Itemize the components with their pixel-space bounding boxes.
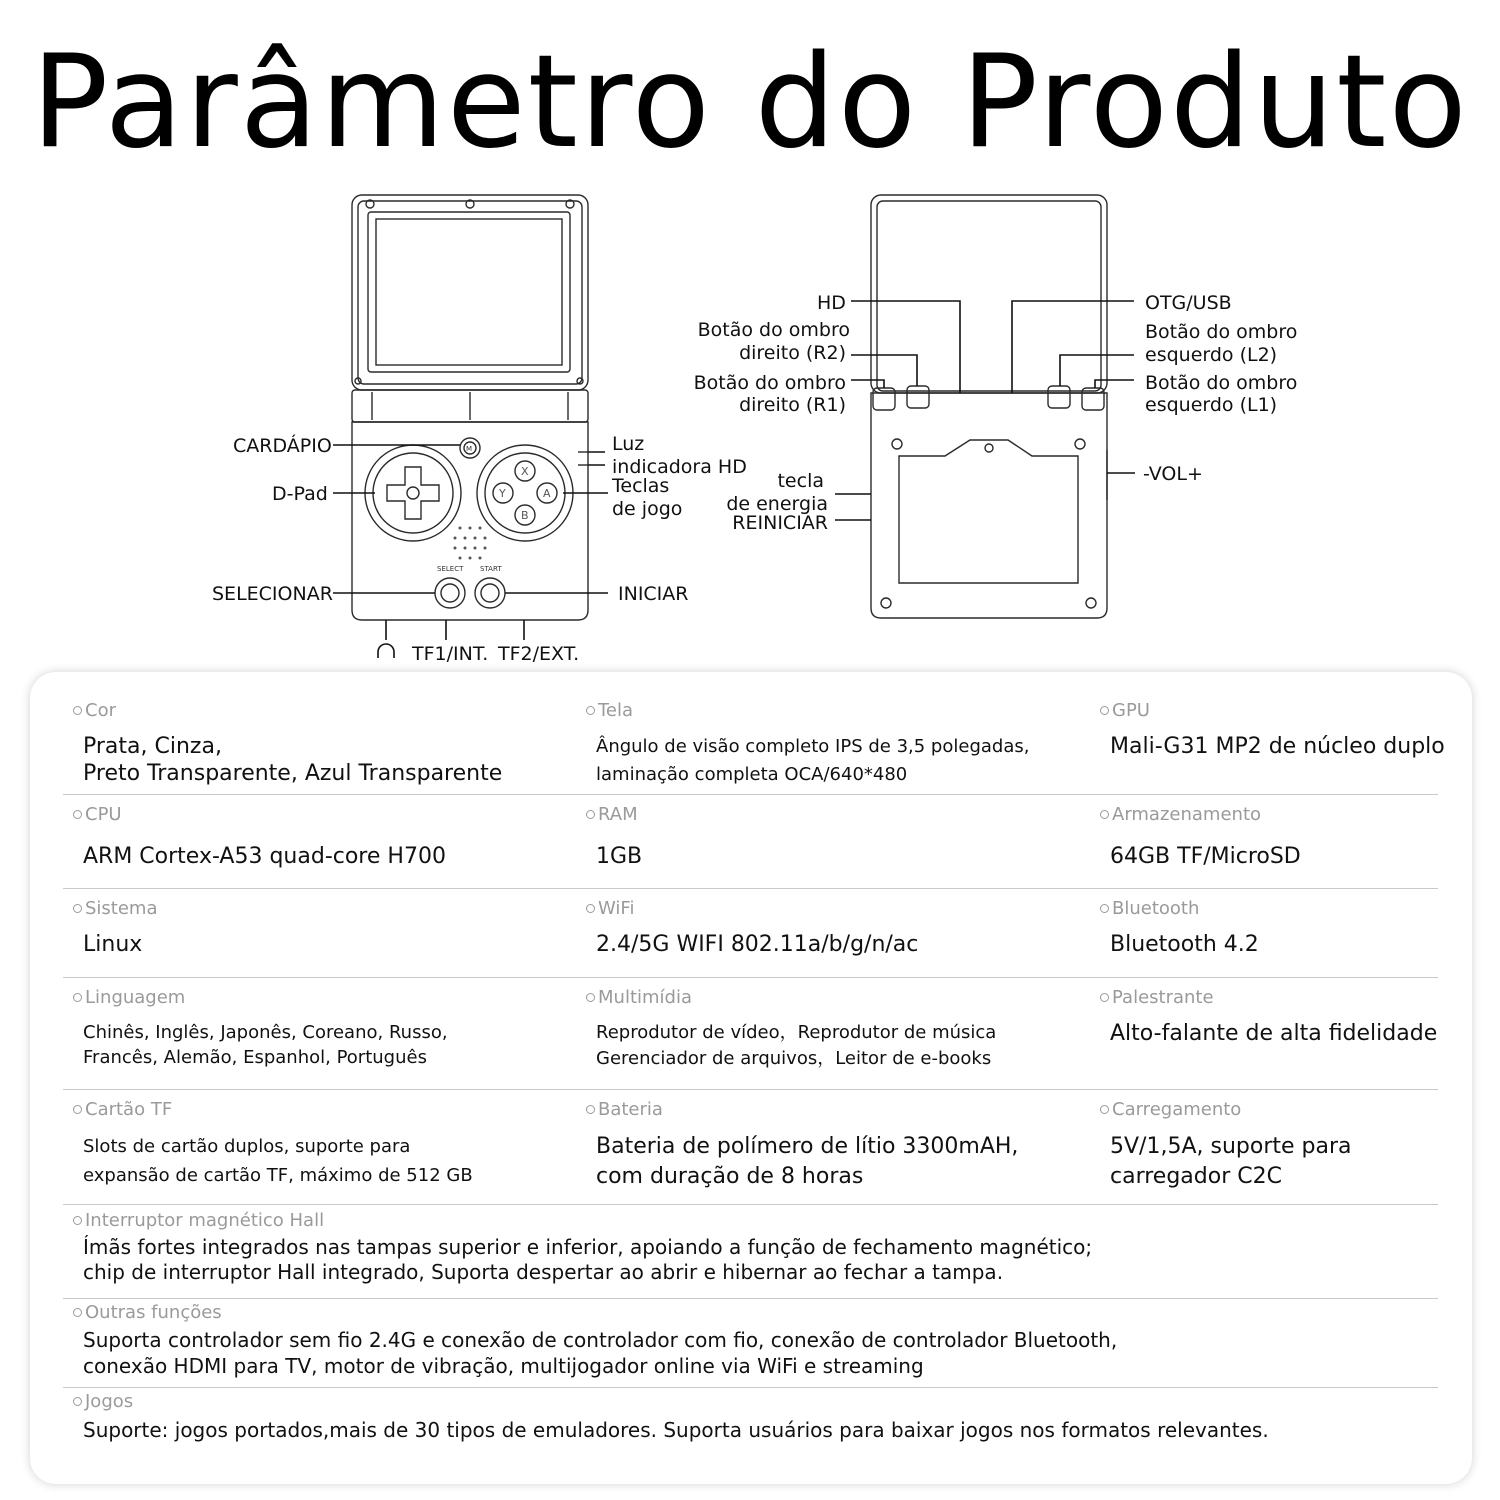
spec-multimedia <box>586 977 996 1072</box>
spec-value: chip de interruptor Hall integrado, Suporta despertar ao abrir e hibernar ao fechar a tampa. <box>83 1260 1004 1284</box>
spec-value: ARM Cortex-A53 quad-core H700 <box>83 844 446 869</box>
spec-row <box>63 977 1438 1090</box>
bullet-icon <box>586 706 595 715</box>
spec-value: Bateria de polímero de lítio 3300mAH, <box>596 1134 1019 1159</box>
bullet-icon <box>73 1308 82 1317</box>
spec-row <box>63 690 1445 795</box>
spec-row <box>63 1089 1438 1205</box>
bullet-icon <box>73 1397 82 1406</box>
label-tf2: TF2/EXT. <box>498 643 580 665</box>
spec-value: Prata, Cinza, <box>83 734 222 759</box>
spec-row <box>63 888 1438 978</box>
label-r1-1: Botão do ombro <box>693 372 846 394</box>
spec-value: Chinês, Inglês, Japonês, Coreano, Russo, <box>83 1022 448 1043</box>
spec-value: Suporte: jogos portados,mais de 30 tipos de emuladores. Suporta usuários para baixar jogos nos formatos relevantes. <box>83 1418 1269 1442</box>
spec-value: Linux <box>83 932 143 957</box>
label-reset: REINICIAR <box>732 512 828 534</box>
spec-label: WiFi <box>598 898 635 919</box>
back-device-outline <box>871 195 1107 618</box>
button-m-glyph: M <box>466 445 473 453</box>
spec-row <box>63 1298 1438 1388</box>
label-start: INICIAR <box>618 583 689 605</box>
bullet-icon <box>73 810 82 819</box>
spec-value: Ímãs fortes integrados nas tampas superior e inferior, apoiando a função de fechamento magnético; <box>83 1235 1093 1259</box>
label-l1-1: Botão do ombro <box>1145 372 1298 394</box>
bullet-icon <box>586 904 595 913</box>
bullet-icon <box>73 904 82 913</box>
start-small-label: START <box>480 565 502 573</box>
spec-label: Multimídia <box>598 987 692 1008</box>
label-light-1: Luz <box>612 433 645 455</box>
spec-label: Palestrante <box>1112 987 1214 1008</box>
spec-value: 5V/1,5A, suporte para <box>1110 1134 1352 1159</box>
spec-color <box>73 690 502 787</box>
spec-label: Bluetooth <box>1112 898 1200 919</box>
bullet-icon <box>1100 993 1109 1002</box>
label-light-2: indicadora HD <box>612 456 747 478</box>
spec-value: laminação completa OCA/640*480 <box>596 764 908 785</box>
spec-label: Outras funções <box>85 1302 222 1323</box>
spec-charging <box>1100 1089 1351 1192</box>
spec-cpu <box>73 794 446 870</box>
spec-value: Mali-G31 MP2 de núcleo duplo <box>1110 734 1445 759</box>
spec-value: Slots de cartão duplos, suporte para <box>83 1136 411 1157</box>
bullet-icon <box>1100 1105 1109 1114</box>
spec-value: 1GB <box>596 844 643 869</box>
label-menu: CARDÁPIO <box>233 435 332 457</box>
spec-speaker <box>1100 977 1437 1047</box>
bullet-icon <box>73 993 82 1002</box>
spec-value: Preto Transparente, Azul Transparente <box>83 761 503 786</box>
spec-value: Suporta controlador sem fio 2.4G e conexão de controlador com fio, conexão de controlador Bluetooth, <box>83 1328 1118 1352</box>
spec-tf-card <box>73 1089 473 1190</box>
spec-card <box>30 672 1472 1484</box>
spec-value: carregador C2C <box>1110 1164 1282 1189</box>
device-diagram <box>0 180 1500 680</box>
spec-value: com duração de 8 horas <box>596 1164 864 1189</box>
label-l1-2: esquerdo (L1) <box>1145 394 1278 416</box>
bullet-icon <box>1100 810 1109 819</box>
label-power-1: tecla <box>777 470 824 492</box>
button-b-glyph: B <box>521 509 529 522</box>
bullet-icon <box>586 993 595 1002</box>
bullet-icon <box>586 1105 595 1114</box>
spec-label: Cartão TF <box>85 1099 173 1120</box>
bullet-icon <box>73 1105 82 1114</box>
label-otg: OTG/USB <box>1145 292 1232 314</box>
headphone-icon <box>378 644 394 658</box>
label-hd: HD <box>817 292 846 314</box>
button-y-glyph: Y <box>499 487 506 500</box>
spec-label: Carregamento <box>1112 1099 1242 1120</box>
label-r1-2: direito (R1) <box>739 394 846 416</box>
label-vol: -VOL+ <box>1143 463 1203 485</box>
bullet-icon <box>73 706 82 715</box>
spec-other-functions <box>73 1298 1117 1379</box>
spec-ram <box>586 794 642 870</box>
spec-label: Jogos <box>85 1391 134 1412</box>
label-select: SELECIONAR <box>212 583 333 605</box>
spec-label: Interruptor magnético Hall <box>85 1210 325 1231</box>
label-r2-1: Botão do ombro <box>697 319 850 341</box>
spec-value: Ângulo de visão completo IPS de 3,5 polegadas, <box>596 736 1030 757</box>
front-device-outline <box>352 195 588 620</box>
label-tf1: TF1/INT. <box>412 643 489 665</box>
spec-language <box>73 977 448 1070</box>
spec-label: Tela <box>598 700 634 721</box>
spec-battery <box>586 1089 1018 1192</box>
label-keys-1: Teclas <box>612 475 670 497</box>
label-power-2: de energia <box>726 493 828 515</box>
spec-label: Sistema <box>85 898 158 919</box>
label-l2-2: esquerdo (L2) <box>1145 344 1278 366</box>
spec-value: Reprodutor de vídeo，Reprodutor de música <box>596 1022 997 1043</box>
spec-value: expansão de cartão TF, máximo de 512 GB <box>83 1165 473 1186</box>
spec-hall-switch <box>73 1204 1092 1285</box>
spec-value: Francês, Alemão, Espanhol, Português <box>83 1047 427 1068</box>
spec-label: RAM <box>598 804 638 825</box>
spec-system <box>73 888 158 958</box>
spec-label: GPU <box>1112 700 1150 721</box>
label-keys-2: de jogo <box>612 498 683 520</box>
bullet-icon <box>1100 706 1109 715</box>
spec-label: Linguagem <box>85 987 186 1008</box>
spec-value: 2.4/5G WIFI 802.11a/b/g/n/ac <box>596 932 919 957</box>
spec-gpu <box>1100 690 1445 760</box>
spec-row <box>63 1204 1438 1299</box>
spec-label: CPU <box>85 804 122 825</box>
spec-bluetooth <box>1100 888 1259 958</box>
spec-value: Bluetooth 4.2 <box>1110 932 1259 957</box>
label-dpad: D-Pad <box>272 483 328 505</box>
spec-label: Bateria <box>598 1099 663 1120</box>
spec-screen <box>586 690 1029 789</box>
button-x-glyph: X <box>521 465 529 478</box>
spec-value: conexão HDMI para TV, motor de vibração, multijogador online via WiFi e streaming <box>83 1354 924 1378</box>
bullet-icon <box>1100 904 1109 913</box>
bullet-icon <box>586 810 595 819</box>
label-l2-1: Botão do ombro <box>1145 321 1298 343</box>
label-r2-2: direito (R2) <box>739 342 846 364</box>
spec-games <box>73 1387 1269 1443</box>
spec-label: Armazenamento <box>1112 804 1262 825</box>
page-title: Parâmetro do Produto <box>31 28 1469 177</box>
spec-row <box>63 794 1438 889</box>
spec-value: Alto-falante de alta fidelidade <box>1110 1021 1438 1046</box>
button-a-glyph: A <box>543 487 551 500</box>
spec-label: Cor <box>85 700 116 721</box>
spec-value: 64GB TF/MicroSD <box>1110 844 1301 869</box>
bullet-icon <box>73 1216 82 1225</box>
spec-wifi <box>586 888 918 958</box>
select-small-label: SELECT <box>437 565 464 573</box>
spec-storage <box>1100 794 1301 870</box>
spec-row <box>63 1387 1438 1467</box>
spec-value: Gerenciador de arquivos，Leitor de e-books <box>596 1048 992 1069</box>
